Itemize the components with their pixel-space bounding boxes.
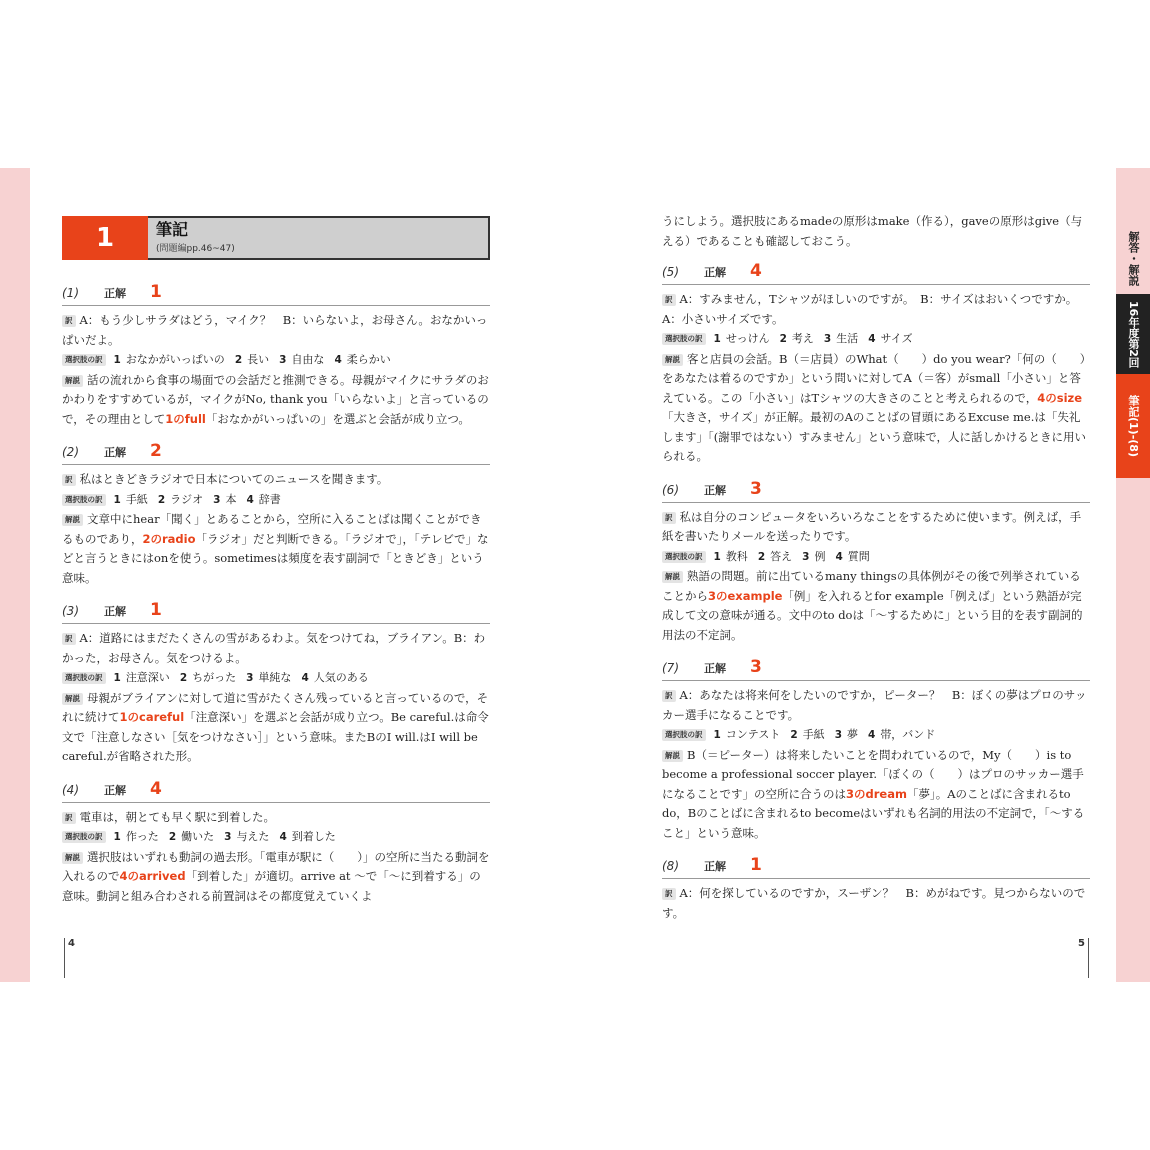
choice-text: せっけん — [725, 332, 770, 345]
explanation-line — [62, 371, 490, 430]
explanation-text: B（＝ピーター）は将来したいことを問われているので，My（ ）is to become a professional soccer player.「ぼくの（ ）はプロのサッカー選手になることです」の空所に合うのは — [662, 747, 1084, 801]
book-spread — [0, 168, 1150, 982]
page-number-right: 5 — [1078, 938, 1089, 978]
choice-number: 4 — [868, 333, 876, 345]
translation-line — [62, 311, 490, 350]
answer-label: 正解 — [104, 446, 126, 459]
translation-line — [662, 686, 1090, 725]
choice-text: 注意深い — [125, 671, 170, 684]
explanation-line — [662, 350, 1090, 467]
choice-number: 1 — [113, 354, 121, 366]
correct-answer: 2 — [150, 441, 162, 461]
side-index-tabs — [1116, 222, 1150, 478]
explanation-text: 客と店員の会話。B（＝店員）のWhat（ ）do you wear?「何の（ ）をあなたは着るのですか」という問いに対してA（＝客）がsmall「小さい」と答えている。この「小さい」はTシャツの大きさのことと考えられるので， — [662, 351, 1086, 405]
choice-number: 2 — [157, 493, 166, 506]
question-number: (6) — [662, 482, 679, 497]
explanation-text: 話の流れから食事の場面での会話だと推測できる。母親がマイクにサラダのおかわりをすすめているが，マイクがNo, thank you「いらないよ」と言っているので，その理由として — [62, 372, 489, 426]
explanation-tag: 解説 — [62, 375, 83, 387]
explanation-text: 選択肢はいずれも動詞の過去形。「電車が駅に（ ）」の空所に当たる動詞を入れるので — [62, 849, 490, 883]
question-number: (4) — [62, 782, 79, 797]
translation-line — [62, 629, 490, 668]
choice-text: ちがった — [192, 671, 237, 684]
choices-line — [62, 350, 490, 371]
choice-text: 辞書 — [258, 492, 281, 506]
explanation-text: 「到着した」が適切。arrive at ～で「～に到着する」の意味。動詞と組み合わされる前置詞はその都度覚えていくよ — [62, 869, 481, 903]
choice-text: 考え — [791, 332, 814, 345]
translation-tag: 訳 — [62, 633, 76, 645]
left-page-edge — [0, 168, 30, 982]
choices-tag: 選択肢の訳 — [662, 729, 706, 741]
question-block — [62, 282, 490, 429]
choice-number: 3 — [823, 333, 832, 345]
question-header — [62, 282, 490, 306]
choices-tag: 選択肢の訳 — [62, 831, 106, 843]
choice-number: 3 — [802, 550, 810, 563]
explanation-text: 「大きさ，サイズ」が正解。最初のAのことばの冒頭にあるExcuse me.は「失礼します」「(謝罪ではない）すみません」という意味で，人に話しかけるときに用いられる。 — [662, 410, 1087, 463]
choice-text: 生活 — [836, 332, 859, 345]
choice-number: 2 — [779, 333, 787, 345]
choice-number: 4 — [868, 729, 876, 741]
explanation-text: 文章中にhear「聞く」とあることから，空所に入ることばは聞くことができるものであり， — [62, 512, 482, 546]
explanation-text: 母親がブライアンに対して道に雪がたくさん残っていると言っているので，それに続けて — [62, 690, 489, 724]
translation-tag: 訳 — [662, 294, 676, 306]
right-page — [662, 212, 1090, 935]
explanation-line — [62, 510, 490, 588]
translation-tag: 訳 — [662, 512, 676, 524]
question-number: (2) — [62, 445, 79, 459]
question-header — [662, 479, 1090, 503]
choice-text: 柔らかい — [346, 353, 391, 366]
continued-text: うにしよう。選択肢にあるmadeの原形はmake（作る），gaveの原形はgive（与える）であることも確認しておこう。 — [662, 214, 1083, 248]
section-header — [62, 216, 490, 260]
choice-text: ラジオ — [170, 492, 204, 506]
section-title: 筆記 — [156, 220, 189, 239]
translation-tag: 訳 — [62, 315, 76, 327]
question-block — [662, 855, 1090, 923]
correct-answer: 1 — [750, 855, 762, 875]
explanation-text: 「おなかがいっぱいの」を選ぶと会話が成り立つ。 — [205, 411, 470, 426]
answer-highlight: 1のfull — [165, 411, 206, 426]
answer-label: 正解 — [104, 605, 126, 618]
explanation-text: 「ラジオ」だと判断できる。「ラジオで」，「テレビで」などと言うときにはonを使う。sometimesは頻度を表す副詞で「ときどき」という意味。 — [62, 531, 489, 585]
choice-text: コンテスト — [725, 728, 781, 741]
left-questions — [62, 282, 490, 906]
choice-text: 手紙 — [802, 728, 825, 741]
side-tab-answers: 解答・解説 — [1116, 222, 1150, 294]
question-number: (5) — [662, 265, 679, 279]
answer-label: 正解 — [104, 783, 126, 797]
explanation-tag: 解説 — [662, 354, 683, 366]
correct-answer: 3 — [750, 657, 762, 677]
choice-text: 単純な — [258, 671, 292, 684]
explanation-line — [62, 689, 490, 767]
answer-highlight: 3のexample — [708, 588, 783, 603]
translation-text: 私は自分のコンピュータをいろいろなことをするために使います。例えば，手紙を書いたりメールを送ったりです。 — [662, 509, 1082, 543]
answer-label: 正解 — [704, 662, 726, 675]
side-tab-section: 筆記(1)-(8) — [1116, 374, 1150, 478]
question-number: (3) — [62, 604, 79, 618]
answer-label: 正解 — [704, 860, 726, 873]
choice-text: 作った — [125, 830, 159, 843]
question-number: (1) — [62, 286, 79, 300]
question-block — [62, 600, 490, 767]
section-subtitle: (問題編pp.46~47) — [156, 244, 235, 254]
translation-text: A：すみません，Tシャツがほしいのですが。 B：サイズはおいくつですか。 A：小さいサイズです。 — [662, 292, 1083, 326]
translation-text: 電車は，朝とても早く駅に到着した。 — [79, 809, 275, 824]
explanation-line — [662, 746, 1090, 844]
choice-number: 1 — [713, 729, 721, 741]
side-tab-exam-year: 16年度第2回 — [1116, 294, 1150, 374]
choices-tag: 選択肢の訳 — [662, 551, 706, 563]
right-questions — [662, 261, 1090, 923]
answer-highlight: 1のcareful — [119, 710, 185, 724]
answer-label: 正解 — [704, 483, 726, 497]
choice-number: 3 — [224, 831, 232, 843]
choice-text: 働いた — [181, 830, 215, 843]
choice-text: 答え — [770, 549, 793, 563]
choice-number: 3 — [246, 672, 254, 684]
explanation-text: 「例」を入れるとfor example「例えば」という熟語が完成して文の意味が通る。文中のto doは「～するために」という目的を表す副詞的用法の不定詞。 — [662, 588, 1083, 642]
question-header — [62, 779, 490, 803]
translation-tag: 訳 — [662, 690, 676, 702]
choice-number: 3 — [213, 493, 221, 506]
left-page — [62, 216, 490, 918]
answer-highlight: 4のsize — [1037, 390, 1083, 405]
choice-number: 2 — [234, 354, 243, 366]
choice-text: 長い — [247, 353, 270, 366]
choice-text: 帯，バンド — [880, 728, 936, 741]
page-number-left: 4 — [64, 938, 75, 978]
choice-text: 本 — [225, 492, 237, 506]
choice-text: 手紙 — [125, 492, 148, 506]
choice-number: 2 — [790, 729, 798, 741]
question-header — [62, 600, 490, 624]
question-header — [62, 441, 490, 465]
explanation-tag: 解説 — [62, 514, 83, 526]
translation-line — [62, 808, 490, 828]
choice-number: 3 — [834, 729, 842, 741]
correct-answer: 3 — [750, 478, 762, 499]
choices-tag: 選択肢の訳 — [62, 494, 106, 506]
choice-number: 4 — [279, 831, 287, 843]
choice-number: 4 — [246, 493, 254, 506]
choice-number: 2 — [168, 831, 177, 843]
choice-number: 4 — [835, 550, 843, 563]
answer-highlight: 4のarrived — [119, 869, 186, 883]
question-number: (7) — [662, 661, 679, 675]
correct-answer: 4 — [150, 778, 162, 799]
choice-text: 到着した — [291, 830, 336, 843]
question-header — [662, 657, 1090, 681]
question-block — [62, 779, 490, 907]
choices-line — [662, 329, 1090, 350]
choice-number: 1 — [713, 333, 721, 345]
explanation-tag: 解説 — [662, 571, 683, 583]
choice-text: 自由な — [291, 353, 325, 366]
section-title-box — [148, 216, 490, 260]
correct-answer: 1 — [150, 600, 162, 620]
answer-label: 正解 — [704, 266, 726, 279]
translation-line — [662, 290, 1090, 329]
choices-tag: 選択肢の訳 — [662, 333, 706, 345]
choice-number: 1 — [113, 672, 121, 684]
choices-line — [662, 547, 1090, 568]
explanation-tag: 解説 — [662, 750, 683, 762]
choices-line — [62, 668, 490, 689]
translation-line — [662, 884, 1090, 923]
choice-text: サイズ — [880, 332, 913, 345]
question-block — [662, 479, 1090, 646]
choice-text: 教科 — [725, 549, 748, 563]
choice-number: 2 — [179, 672, 188, 684]
question-header — [662, 855, 1090, 879]
section-number: 1 — [62, 216, 148, 260]
answer-highlight: 2のradio — [142, 531, 196, 546]
translation-tag: 訳 — [662, 888, 676, 900]
translation-text: A：もう少しサラダはどう，マイク？ B：いらないよ，お母さん。おなかいっぱいだよ。 — [62, 313, 488, 347]
translation-line — [62, 470, 490, 490]
choices-line — [62, 490, 490, 511]
question-header — [662, 261, 1090, 285]
translation-text: 私はときどきラジオで日本についてのニュースを聞きます。 — [79, 472, 389, 486]
choice-number: 2 — [757, 550, 766, 563]
choices-tag: 選択肢の訳 — [62, 354, 106, 366]
translation-tag: 訳 — [62, 474, 76, 486]
choice-text: 質問 — [847, 549, 870, 563]
correct-answer: 4 — [750, 261, 762, 281]
explanation-tag: 解説 — [62, 852, 83, 864]
explanation-line — [662, 567, 1090, 645]
choices-line — [662, 725, 1090, 746]
translation-text: A：あなたは将来何をしたいのですか，ピーター？ B：ぼくの夢はプロのサッカー選手になることです。 — [662, 688, 1087, 722]
choice-number: 3 — [279, 354, 287, 366]
choices-tag: 選択肢の訳 — [62, 672, 106, 684]
choices-line — [62, 827, 490, 848]
question-block — [662, 261, 1090, 467]
question-block — [62, 441, 490, 588]
correct-answer: 1 — [150, 282, 162, 302]
choice-text: 人気のある — [313, 671, 369, 684]
answer-highlight: 3のdream — [846, 786, 907, 801]
explanation-tag: 解説 — [62, 693, 83, 705]
choice-number: 1 — [113, 831, 121, 843]
translation-text: A：道路にはまだたくさんの雪があるわよ。気をつけてね，ブライアン。B：わかった，お母さん。気をつけるよ。 — [62, 631, 486, 665]
question-number: (8) — [662, 859, 679, 873]
choice-text: おなかがいっぱいの — [125, 353, 225, 366]
translation-tag: 訳 — [62, 812, 76, 824]
explanation-text: 「夢」。Aのことばに含まれるto do，Bのことばに含まれるto becomeはいずれも名詞的用法の不定詞で，「～すること」という意味。 — [662, 786, 1085, 840]
question-block — [662, 657, 1090, 843]
explanation-text: 「注意深い」を選ぶと会話が成り立つ。Be careful.は命令文で「注意しなさい［気をつけなさい］」という意味。またBのI will.はI will be careful.が省略された形。 — [62, 710, 489, 763]
choice-number: 4 — [334, 354, 342, 366]
answer-label: 正解 — [104, 287, 126, 300]
choice-number: 1 — [113, 493, 121, 506]
choice-number: 1 — [713, 550, 721, 563]
choice-number: 4 — [301, 672, 309, 684]
choice-text: 与えた — [236, 830, 270, 843]
translation-line — [662, 508, 1090, 547]
explanation-line — [62, 848, 490, 907]
choice-text: 夢 — [847, 728, 858, 741]
choice-text: 例 — [814, 549, 826, 563]
translation-text: A：何を探しているのですか，スーザン？ B：めがねです。見つからないのです。 — [662, 886, 1086, 920]
explanation-text: 熟語の問題。前に出ているmany thingsの具体例がその後で列挙されていることから — [662, 569, 1081, 603]
